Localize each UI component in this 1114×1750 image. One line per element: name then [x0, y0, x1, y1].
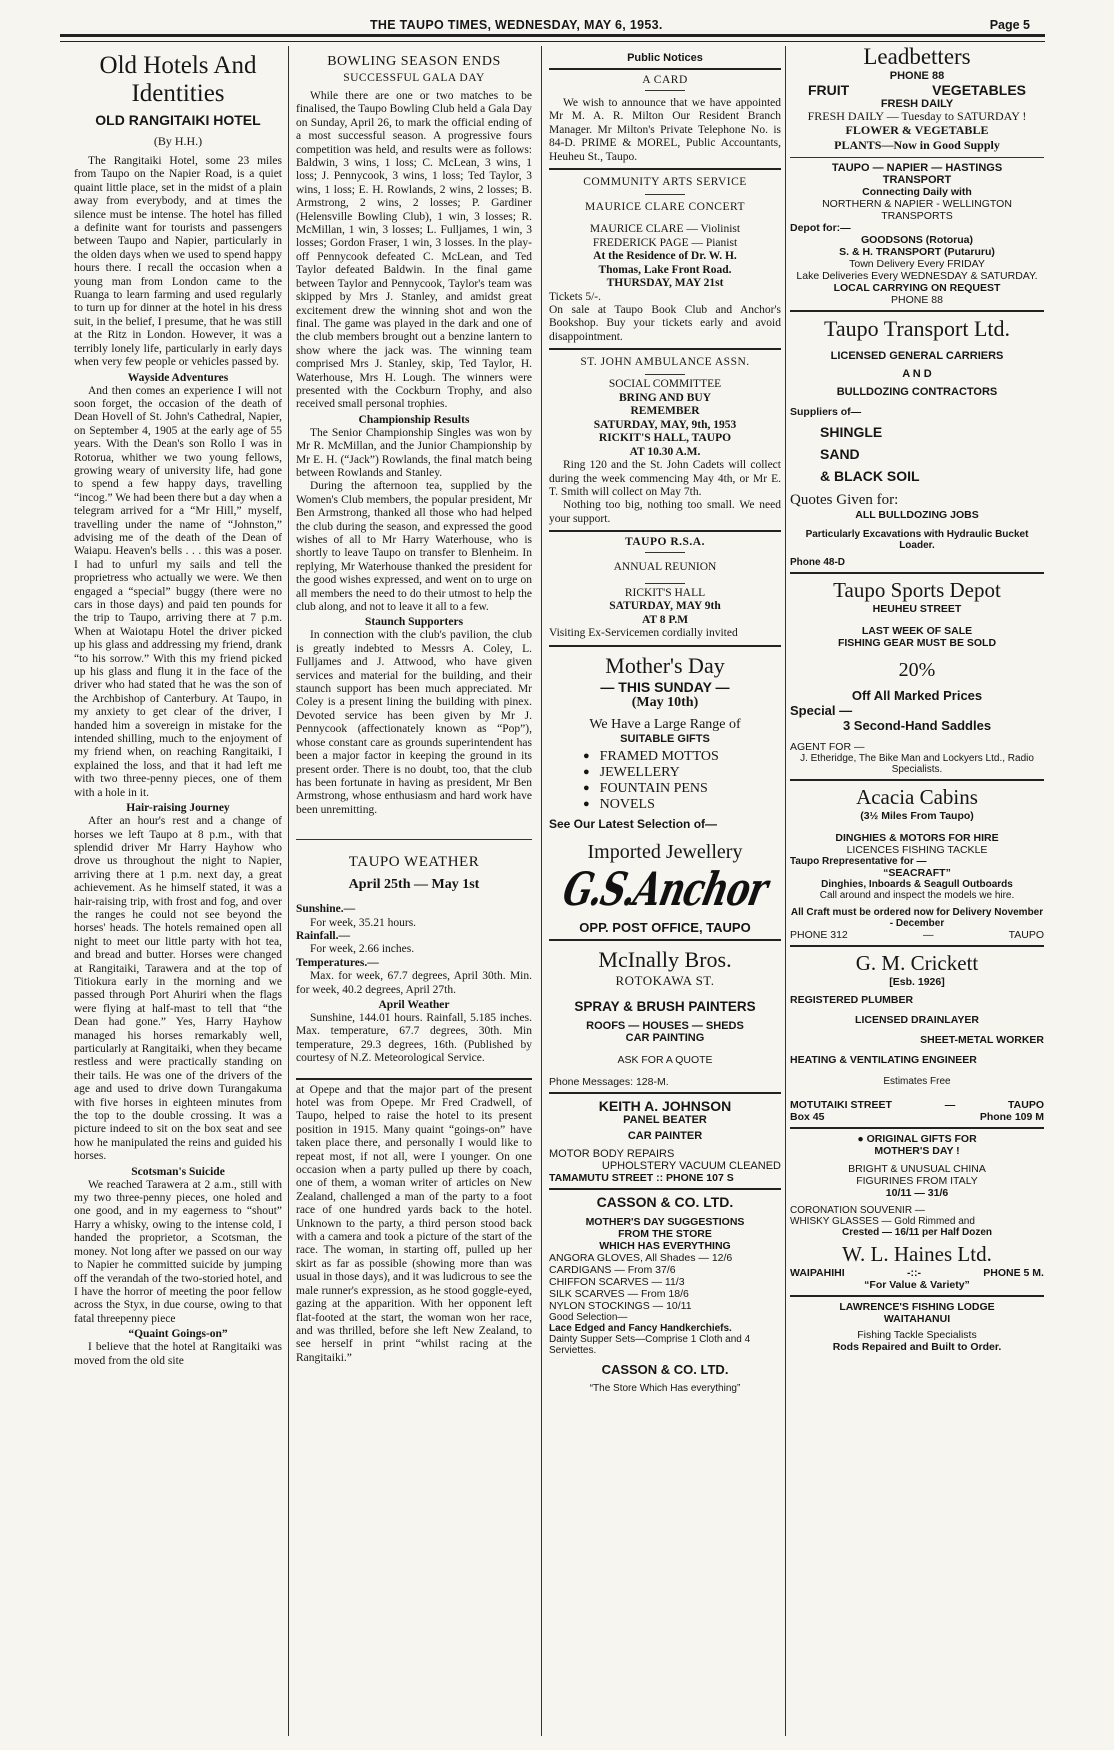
ad-line: — THIS SUNDAY — [600, 678, 730, 695]
weather-value: Max. for week, 67.7 degrees, April 30th. Min. for week, 40.2 degrees, April 27th. [296, 970, 532, 996]
ad-line: Off All Marked Prices [851, 688, 983, 703]
list-item: ● NOVELS [583, 797, 781, 813]
notice-line: ANNUAL REUNION [613, 561, 717, 574]
notice-line: RICKIT'S HALL, TAUPO [598, 432, 732, 445]
ad-line: NORTHERN & NAPIER - WELLINGTON TRANSPORTS [822, 198, 1012, 222]
notice-line: THURSDAY, MAY 21st [606, 277, 724, 290]
anchor-logo [549, 862, 781, 917]
ad-word: WAIPAHIHI [790, 1267, 845, 1279]
section-subhead: “Quaint Goings-on” [128, 1328, 228, 1341]
ad-line: LICENSED GENERAL CARRIERS [830, 350, 1004, 362]
ad-line: Taupo Rrepresentative for — [790, 856, 927, 867]
ad-line: TAMAMUTU STREET :: PHONE 107 S [549, 1171, 734, 1184]
ad-line: SHINGLE [820, 424, 883, 440]
ad-line: Phone 48-D [790, 557, 846, 568]
divider [549, 68, 781, 70]
column-divider [785, 46, 786, 1736]
ad-line: CHIFFON SCARVES — 11/3 [549, 1275, 685, 1288]
divider [645, 90, 685, 91]
ad-line: Suppliers of— [790, 406, 862, 418]
ad-line: SILK SCARVES — From 18/6 [549, 1287, 689, 1300]
ad-line: PHONE 88 [889, 70, 945, 82]
ad-word: MOTUTAIKI STREET [790, 1099, 892, 1111]
divider [645, 583, 685, 584]
ad-line: AGENT FOR — [790, 741, 865, 753]
ad-line: MOTOR BODY REPAIRS [549, 1147, 675, 1160]
masthead-rule [60, 34, 1045, 42]
ad-line: Dainty Supper Sets—Comprise 1 Cloth and 4 Serviettes. [549, 1333, 751, 1356]
column-4 [790, 44, 1044, 1734]
notice-line: SATURDAY, MAY 9th [609, 600, 721, 613]
ad-line: Depot for:— [790, 222, 851, 234]
ad-line: BULLDOZING CONTRACTORS [836, 386, 998, 398]
ad-line: Good Selection— [549, 1311, 628, 1323]
ad-line: Dinghies, Inboards & Seagull Outboards [821, 879, 1013, 890]
ad-word: — [944, 1099, 956, 1111]
ad-line: ALL BULLDOZING JOBS [855, 509, 979, 521]
ad-line: LAST WEEK OF SALE [861, 625, 973, 637]
notice-line: Visiting Ex-Servicemen cordially invited [549, 627, 738, 640]
column-divider [288, 46, 289, 1736]
ad-line: 20% [898, 659, 936, 681]
ad-title: Acacia Cabins [856, 785, 978, 809]
ad-line: REGISTERED PLUMBER [790, 994, 914, 1006]
divider [645, 374, 685, 375]
ad-line: Quotes Given for: [790, 492, 899, 508]
divider [549, 348, 781, 350]
section-subhead: Staunch Supporters [364, 616, 464, 629]
ad-line: & BLACK SOIL [820, 468, 920, 484]
divider [790, 157, 1044, 158]
section-subhead: Scotsman's Suicide [131, 1165, 225, 1178]
notice-line: AT 10.30 A.M. [629, 445, 701, 458]
ad-title: CASSON & CO. LTD. [596, 1193, 734, 1210]
column-divider [541, 46, 542, 1736]
article-paragraph: After an hour's rest and a change of horses we left Taupo at 8 p.m., with that splendid driver Mr Harry Hayhow who drove us throughout the night to Napier, arriving there at 1 p.m. next day, a great achievement. As he himself stated, it was a hair-raising trip, with frost and fog, and over the ranges he could not see beyond the horses' heads. The hotels remained open all night to meet our little party with hot tea, and bread and butter. Horses were changed at Rangitaiki, Tarawera and at the top of Titiokura early in the morning and we passed through Port Ahuriri when the flags were flying at half-mast to tell that “the Dean had gone.” Yes, Harry Hayhow managed his horses remarkably well, particularly at Rangitaiki, when they became restless and were practically standing on their tails. He was one of the drivers of the age and used to drive down Turangakuma with five horses in eighteen minutes from the top to the double crossing. It was a picture indeed to sit on the box seat and see how he manipulated the reins and guided his horses. [74, 815, 282, 1163]
ad-line: GOODSONS (Rotorua) [861, 234, 973, 246]
section-subhead: Hair-raising Journey [126, 802, 230, 815]
ad-line: WHICH HAS EVERYTHING [599, 1239, 731, 1252]
ad-line: ASK FOR A QUOTE [617, 1053, 713, 1066]
ad-title: W. L. Haines Ltd. [842, 1242, 992, 1266]
section-subhead: Wayside Adventures [127, 371, 229, 384]
weather-value: Sunshine, 144.01 hours. Rainfall, 5.185 inches. Max. temperature, 67.7 degrees, 30th. Min temperature, 29.3 degrees, 16th. (Published by courtesy of N.Z. Meteorological Service. [296, 1011, 532, 1065]
notice-line: Nothing too big, nothing too small. We need your support. [549, 499, 781, 525]
ad-word: VEGETABLES [932, 82, 1026, 98]
ad-line: BRIGHT & UNUSUAL CHINA [848, 1163, 986, 1175]
ad-line: OPP. POST OFFICE, TAUPO [579, 919, 751, 935]
notice-text: We wish to announce that we have appointed Mr M. A. R. Milton Our Resident Branch Manager. Mr Milton's Private Telephone No. is 84-D. PRIME & MOREL, Public Accountants, Heuheu St., Taupo. [549, 97, 781, 163]
ad-line: FRESH DAILY [880, 98, 954, 110]
section-subhead: Championship Results [358, 413, 470, 426]
gift-list [583, 749, 781, 813]
list-item: ● FOUNTAIN PENS [583, 781, 781, 797]
divider [790, 310, 1044, 312]
ad-line: LOCAL CARRYING ON REQUEST [833, 282, 1001, 294]
article-paragraph: We reached Tarawera at 2 a.m., still with my two three-penny pieces, one holed and one good, and in my eagerness to “shout” Harry a whisky, owing to the intense cold, I handed the proprietor, a Scotsman, the money. Not long after we passed on our way to Napier he committed suicide by jumping off the verandah of the two-storied hotel, and I have the horror of meeting the poor fellow across the Styx, in due course, owing to that fatal threepenny piece [74, 1178, 282, 1325]
weather-label: Temperatures.— [296, 956, 379, 969]
ad-line: CORONATION SOUVENIR — [790, 1205, 925, 1216]
ad-line: FROM THE STORE [618, 1227, 712, 1240]
article-subhead: OLD RANGITAIKI HOTEL [95, 112, 261, 128]
ad-line: FLOWER & VEGETABLE [845, 123, 989, 137]
ad-line: ROOFS — HOUSES — SHEDS [586, 1019, 744, 1032]
ad-line: CASSON & CO. LTD. [601, 1361, 729, 1377]
ad-line: FRESH DAILY — Tuesday to SATURDAY ! [807, 109, 1027, 123]
divider [790, 1295, 1044, 1297]
notice-line: Thomas, Lake Front Road. [598, 263, 732, 276]
article-headline: BOWLING SEASON ENDS [327, 54, 501, 69]
ad-line: TRANSPORT [882, 174, 952, 186]
divider [296, 1078, 532, 1080]
notice-line: At the Residence of Dr. W. H. [593, 250, 737, 263]
article-subhead: SUCCESSFUL GALA DAY [343, 72, 485, 84]
ad-line: MOTHER'S DAY SUGGESTIONS [585, 1215, 745, 1228]
ad-title: G. M. Crickett [855, 951, 979, 975]
ad-line: SUITABLE GIFTS [620, 732, 710, 745]
notice-line: Tickets 5/-. [549, 290, 601, 303]
ad-line [790, 1267, 1044, 1279]
ad-line [790, 929, 1044, 941]
ad-word: PHONE 5 M. [983, 1267, 1044, 1279]
article-paragraph: In connection with the club's pavilion, the club is greatly indebted to Messrs A. Coley, L. Fulljames and J. Attwood, who have given services and material for the building, and their staunch support has been much appreciated. Mr Coley is a present lining the building with pinex. Devoted service has been given by Mr J. Pennycook (affectionately known as “Pop”), whose constant care as grounds superintendent has been a major factor in keeping the ground in its present order. There is no doubt, too, that the club has been fortunate in having as president, Mr Ben Armstrong, whose enthusiasm and hard work have been unremitting. [296, 629, 532, 816]
ad-line: Lake Deliveries Every WEDNESDAY & SATURDAY. [796, 270, 1038, 282]
ad-line: TAUPO — NAPIER — HASTINGS [831, 162, 1003, 174]
ad-line: Rods Repaired and Built to Order. [832, 1341, 1002, 1353]
article-paragraph: During the afternoon tea, supplied by the Women's Club members, the popular president, Mr Ben Armstrong, thanked all those who had helped the club during the season, and expressed the good wishes of all to Mr Harry Waterhouse, who is shortly to leave Taupo on transfer to Blenheim. In replying, Mr Waterhouse thanked the president for the good wishes expressed, and went on to urge on all members the need to do their utmost to help the club along, and not to leave it all to a few. [296, 480, 532, 614]
notice-line: SOCIAL COMMITTEE [608, 378, 722, 391]
weather-subhead: April Weather [378, 998, 450, 1011]
notice-line: REMEMBER [630, 405, 700, 418]
notice-title: COMMUNITY ARTS SERVICE [583, 176, 747, 189]
divider [790, 572, 1044, 574]
article-paragraph: While there are one or two matches to be finalised, the Taupo Bowling Club held a Gala Day on Sunday, April 26, to mark the official ending of a most successful season. A progressive fours competition was held, and results were as follows: Baldwin, 3 wins, 1 loss; C. McLean, 3 wins, 1 loss; J. Pennycook, 3 wins, 1 loss; Ted Taylor, 3 wins, 1 loss; E. H. Rowlands, 2 wins, 2 losses; B. Armstrong, 2 wins, 2 losses; P. Gardiner (Helensville Bowling Club), 1 win, 3 losses; R. McMillan, 1 win, 3 losses; L. Fulljames, 1 win, 3 losses; Gordon Fraser, 1 win, 3 losses. In the play-off Pennycook defeated C. McLean, and Ted Taylor defeated Baldwin. In the final game between Taylor and Pennycook, Taylor's team was skipped by Mrs J. Stanley, and amidst great excitement drew the winning shot and won the final. The game was played in the dark and one of the club members brought out a benzine lantern to show where the jack was. The winning team comprised Mrs J. Stanley, skip, Ted Taylor, H. Waterhouse, Mrs H. Lough. The winners were presented with the Cockburn Trophy, and also received small personal trophies. [296, 90, 532, 411]
ad-line: WAITAHANUI [883, 1313, 951, 1325]
ad-line: ANGORA GLOVES, All Shades — 12/6 [549, 1251, 733, 1264]
column-1 [74, 44, 282, 1734]
headline-line-2: Identities [131, 80, 225, 107]
notice-title: ST. JOHN AMBULANCE ASSN. [580, 356, 750, 369]
ad-line: UPHOLSTERY VACUUM CLEANED [601, 1159, 781, 1172]
weather-value: For week, 2.66 inches. [310, 943, 415, 956]
masthead-title: THE TAUPO TIMES, WEDNESDAY, MAY 6, 1953. [370, 18, 663, 32]
ad-line: S. & H. TRANSPORT (Putaruru) [839, 246, 995, 258]
ad-word: — [922, 929, 934, 941]
weather-label: Sunshine.— [296, 903, 356, 916]
ad-line: (May 10th) [631, 694, 699, 710]
ad-line [790, 1111, 1044, 1123]
ad-word: FRUIT [808, 82, 850, 98]
ad-title: Leadbetters [863, 44, 971, 69]
ad-line: Phone Messages: 128-M. [549, 1075, 669, 1088]
page-number: Page 5 [989, 18, 1030, 32]
ad-line: See Our Latest Selection of— [549, 816, 718, 831]
weather-title: TAUPO WEATHER [348, 854, 480, 871]
divider [645, 552, 685, 553]
list-item: ● FRAMED MOTTOS [583, 749, 781, 765]
ad-line: J. Etheridge, The Bike Man and Lockyers Ltd., Radio Specialists. [800, 753, 1034, 775]
ad-line [790, 1099, 1044, 1111]
ad-line [790, 82, 1044, 98]
ad-line: (3½ Miles From Taupo) [860, 810, 974, 822]
ad-line: CAR PAINTING [625, 1031, 705, 1044]
ad-line: NYLON STOCKINGS — 10/11 [549, 1299, 692, 1312]
notice-subtitle: MAURICE CLARE CONCERT [585, 201, 745, 214]
ad-line: 10/11 — 31/6 [885, 1187, 949, 1199]
notice-line: MAURICE CLARE — Violinist [589, 223, 741, 236]
divider [790, 1127, 1044, 1129]
article-paragraph: at Opepe and that the major part of the present hotel was from Opepe. Mr Fred Cradwell, of Taupo, helped to raise the hotel to its present position in 1915. Many quaint “goings-on” have taken place there, and personally I would like to repeat most, if not all, were I younger. On one occasion when a party pulled up there by coach, one of them, a woman writer of articles on New Zealand, challenged a man of the party to a foot race of one hundred yards back to the hotel. Unknown to the party, a third person stood back with a camera and took a picture of the start of the race. The woman, in starting off, pulled up her skirt as far as possible (showing more than was usual in those days), and it was ludicrous to see the male runner's expression, as he stood goggle-eyed, gazing at the apparition. With her opponent left flat-footed at the start, the woman won her race, and was thrilled, before she left New Zealand, to see herself in print “whilst racing at the Rangitaiki.” [296, 1083, 532, 1364]
ad-line: 3 Second-Hand Saddles [842, 718, 992, 733]
ad-line: PANEL BEATER [623, 1113, 707, 1126]
notice-line: BRING AND BUY [618, 391, 711, 404]
divider [549, 939, 781, 941]
divider [549, 1188, 781, 1190]
article-paragraph: The Rangitaiki Hotel, some 23 miles from Taupo on the Napier Road, is a quiet quaint little place, set in the midst of a plain away from everybody, and at times the silence must be intense. The hotel has filled a definite want for tourists and passengers between Taupo and Napier, particularly in the olden days when we used to spend happy hours there. I recall the occasion when a young man from London came to the Ruanga to learn farming and used regularly to turn up for dinner at the hotel in his dress suit, in the belief, I presume, that he was still at the Ritz in London. However, it was a terribly lonely life, particularly in early days when very few people or vehicles passed by. [74, 155, 282, 369]
divider [549, 168, 781, 170]
ad-title: Taupo Transport Ltd. [823, 316, 1011, 341]
notice-title: TAUPO R.S.A. [625, 536, 705, 549]
ad-word: Box 45 [790, 1111, 825, 1123]
ad-line: “The Store Which Has everything” [589, 1382, 741, 1394]
column-3 [549, 44, 781, 1734]
ad-title: KEITH A. JOHNSON [598, 1097, 732, 1114]
ad-line: A N D [902, 368, 932, 380]
ad-line: Particularly Excavations with Hydraulic Bucket Loader. [805, 529, 1029, 551]
ad-line: Call around and inspect the models we hire. [819, 890, 1015, 901]
notice-title: A CARD [642, 74, 688, 86]
ad-line [790, 1133, 1044, 1145]
article-paragraph: I believe that the hotel at Rangitaiki was moved from the old site [74, 1341, 282, 1367]
notice-line: SATURDAY, MAY, 9th, 1953 [593, 418, 737, 431]
ad-line: MOTHER'S DAY ! [874, 1145, 960, 1157]
ad-line: CARDIGANS — From 37/6 [549, 1263, 676, 1276]
weather-value: For week, 35.21 hours. [310, 916, 417, 929]
list-item: ● JEWELLERY [583, 765, 781, 781]
ad-line: LICENSED DRAINLAYER [855, 1014, 979, 1026]
ad-line: Estimates Free [883, 1076, 951, 1087]
ad-line: “For Value & Variety” [864, 1279, 970, 1291]
divider [645, 194, 685, 195]
notice-line: AT 8 P.M [641, 613, 689, 626]
ad-word: TAUPO [1008, 1099, 1044, 1111]
weather-dates: April 25th — May 1st [348, 877, 480, 893]
headline-line-1: Old Hotels And [99, 52, 257, 79]
ad-line: Town Delivery Every FRIDAY [849, 258, 985, 270]
byline: (By H.H.) [153, 134, 203, 148]
ad-line: FIGURINES FROM ITALY [856, 1175, 978, 1187]
ad-line: Crested — 16/11 per Half Dozen [841, 1227, 993, 1238]
weather-label: Rainfall.— [296, 929, 350, 942]
divider [549, 530, 781, 532]
article-paragraph: The Senior Championship Singles was won by Mr R. McMillan, and the Junior Championship by Mr E. H. (“Jack”) Rowlands, the final match being between Rowlands and Stanley. [296, 426, 532, 479]
ad-line: Connecting Daily with [862, 186, 972, 198]
ad-line: SAND [820, 446, 860, 462]
ad-word: PHONE 312 [790, 929, 848, 941]
divider [549, 645, 781, 647]
ad-line: All Craft must be ordered now for Delivery November - December [790, 907, 1044, 929]
notice-line: RICKIT'S HALL [624, 586, 706, 599]
notice-line: FREDERICK PAGE — Pianist [592, 236, 738, 249]
ad-title: McInally Bros. [598, 946, 732, 972]
column-2 [296, 44, 532, 1734]
ad-word: TAUPO [1008, 929, 1044, 941]
ad-line: PHONE 88 [891, 294, 943, 306]
ad-line: Lace Edged and Fancy Handkerchiefs. [549, 1322, 732, 1334]
ad-line: ROTOKAWA ST. [615, 972, 715, 988]
divider [790, 779, 1044, 781]
section-title: Public Notices [627, 52, 703, 64]
ad-title: Mother's Day [605, 652, 725, 678]
ad-line: “SEACRAFT” [883, 867, 951, 879]
ad-line: LAWRENCE'S FISHING LODGE [839, 1301, 995, 1313]
divider [549, 1092, 781, 1094]
ad-word: -::- [906, 1267, 921, 1279]
ad-line: Fishing Tackle Specialists [857, 1329, 977, 1341]
ad-line: HEUHEU STREET [872, 603, 962, 615]
ad-word: Phone 109 M [979, 1111, 1044, 1123]
bullet-icon: ● [857, 1133, 867, 1145]
divider [296, 839, 532, 840]
ad-line: SHEET-METAL WORKER [920, 1034, 1044, 1046]
ad-line: WHISKY GLASSES — Gold Rimmed and [790, 1216, 975, 1227]
ad-line: HEATING & VENTILATING ENGINEER [790, 1054, 977, 1066]
anchor-logo-text: G.S.Anchor [558, 862, 772, 917]
ad-line: SPRAY & BRUSH PAINTERS [574, 998, 756, 1014]
ad-line: LICENCES FISHING TACKLE [846, 844, 988, 856]
ad-line: DINGHIES & MOTORS FOR HIRE [835, 832, 999, 844]
article-paragraph: And then comes an experience I will not soon forget, the occasion of the death of Dean Hovell of St. John's Cathedral, Napier, on September 4, 1905 at the early age of 55 years. With the Dean's son Rollo I was in Rotorua, whither we two young fellows, growing weary of university life, had gone to spend a few happy days, travelling “incog.” We had been there but a day when a telegram arrived for a “Mr Hill,” myself, travelling under the name of “Johnston,” advising me of the death of the Dean of Waiapu. Heaven's bells . . . this was a poser. I had to unfurl my sails and tell the proprietress who actually we were. We then engaged a “special” buggy (there were no cars in those days) and paid ten pounds for the trip to Taupo, arriving there at 7 p.m. When at Waiotapu Hotel the driver picked up his glass and addressing my friend, drank “to his sorrow.” With this my friend picked up his glass and flung it in the face of the driver who had stated that he was the son of the Archbishop of Canterbury. At Taupo, in my anxiety to get clear of the driver, I handed him a sovereign in mistake for the intended shilling, much to the enjoyment of my friend when, on reaching Rangitaiki, I explained the loss, and that it had left me with two three-penny pieces, one of them with a hole in it. [74, 384, 282, 799]
ad-line: Imported Jewellery [587, 840, 743, 863]
ad-line: [Esb. 1926] [889, 976, 945, 988]
notice-line: On sale at Taupo Book Club and Anchor's Bookshop. Buy your tickets early and avoid disappointment. [549, 304, 781, 343]
ad-title: Taupo Sports Depot [833, 578, 1001, 602]
notice-line: Ring 120 and the St. John Cadets will collect during the week commencing May 4th, or Mr E. T. Smith will collect on May 7th. [549, 459, 781, 499]
ad-word: ORIGINAL GIFTS FOR [866, 1133, 977, 1145]
ad-line: PLANTS—Now in Good Supply [834, 138, 1000, 152]
ad-line: Special — [790, 703, 853, 718]
ad-line: CAR PAINTER [627, 1129, 703, 1142]
divider [790, 945, 1044, 947]
ad-line: We Have a Large Range of [589, 716, 741, 732]
article-headline [74, 52, 282, 108]
ad-line: FISHING GEAR MUST BE SOLD [837, 637, 997, 649]
